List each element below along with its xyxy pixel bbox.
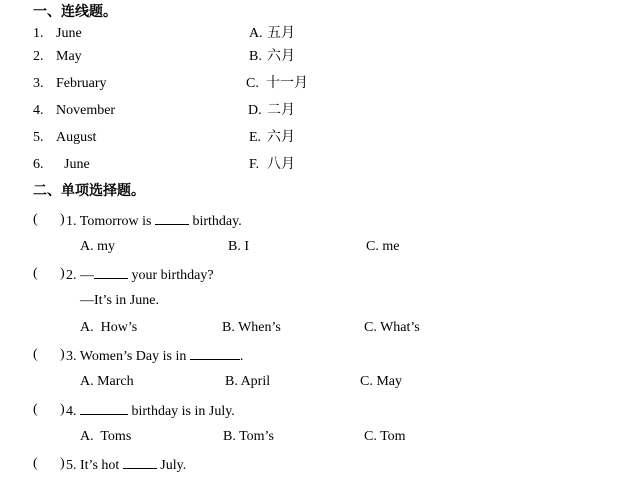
left-item-5: 5. August xyxy=(33,130,97,145)
section-2-title: 二、单项选择题。 xyxy=(33,184,145,199)
left-item-2: 2. May xyxy=(33,49,82,64)
option-c[interactable]: C. me xyxy=(366,239,400,254)
answer-paren-open: ( xyxy=(33,456,38,471)
right-item-b: B. 六月 xyxy=(249,49,295,64)
option-c[interactable]: C. Tom xyxy=(364,429,406,444)
left-item-6: 6. June xyxy=(33,157,90,172)
answer-blank[interactable] xyxy=(123,456,157,469)
answer-paren-close: ) xyxy=(60,266,65,281)
answer-paren-open: ( xyxy=(33,347,38,362)
answer-blank[interactable] xyxy=(190,347,240,360)
option-a[interactable]: A. March xyxy=(80,374,134,389)
answer-paren-close: ) xyxy=(60,347,65,362)
answer-paren-open: ( xyxy=(33,212,38,227)
section-1-title: 一、连线题。 xyxy=(33,5,117,20)
option-a[interactable]: A. How’s xyxy=(80,320,138,335)
option-b[interactable]: B. April xyxy=(225,374,271,389)
option-c[interactable]: C. May xyxy=(360,374,402,389)
option-c[interactable]: C. What’s xyxy=(364,320,420,335)
answer-paren-close: ) xyxy=(60,456,65,471)
answer-blank[interactable] xyxy=(94,266,128,279)
right-item-f: F. 八月 xyxy=(249,157,295,172)
answer-paren-close: ) xyxy=(60,212,65,227)
right-item-a: A. 五月 xyxy=(249,26,295,41)
answer-blank[interactable] xyxy=(80,402,128,415)
option-a[interactable]: A. my xyxy=(80,239,115,254)
option-b[interactable]: B. When’s xyxy=(222,320,281,335)
left-item-1: 1. June xyxy=(33,26,82,41)
right-item-e: E. 六月 xyxy=(249,130,295,145)
right-item-d: D. 二月 xyxy=(248,103,295,118)
answer-blank[interactable] xyxy=(155,212,189,225)
question-stem: 1. Tomorrow is birthday. xyxy=(66,214,242,229)
question-stem: 3. Women’s Day is in . xyxy=(66,349,244,364)
answer-paren-close: ) xyxy=(60,402,65,417)
question-stem: 2. — your birthday? xyxy=(66,268,214,283)
question-stem: 4. birthday is in July. xyxy=(66,404,235,419)
answer-paren-open: ( xyxy=(33,266,38,281)
question-stem: 5. It’s hot July. xyxy=(66,458,187,473)
dialogue-answer: —It’s in June. xyxy=(80,293,159,308)
right-item-c: C. 十一月 xyxy=(246,76,308,91)
option-b[interactable]: B. I xyxy=(228,239,249,254)
left-item-3: 3. February xyxy=(33,76,107,91)
left-item-4: 4. November xyxy=(33,103,116,118)
answer-paren-open: ( xyxy=(33,402,38,417)
option-b[interactable]: B. Tom’s xyxy=(223,429,274,444)
option-a[interactable]: A. Toms xyxy=(80,429,132,444)
